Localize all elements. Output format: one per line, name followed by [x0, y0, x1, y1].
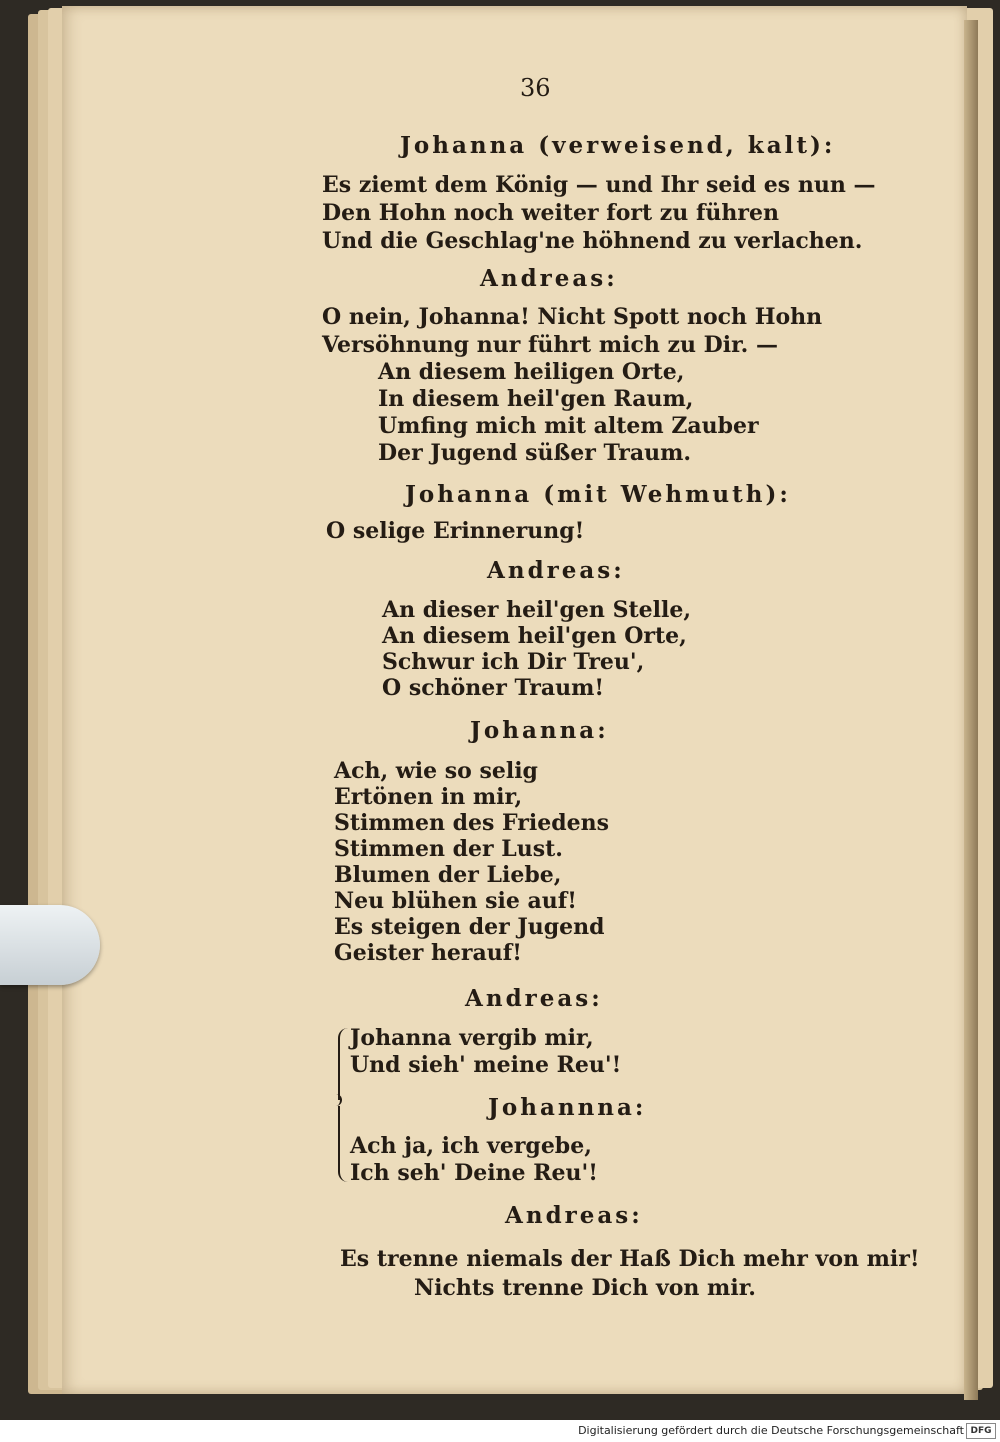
verse-line: Der Jugend süßer Traum.	[378, 440, 692, 466]
page-clip	[0, 905, 100, 985]
verse-line: Es steigen der Jugend	[334, 914, 605, 940]
speaker-heading: Johanna (mit Wehmuth):	[405, 481, 791, 508]
verse-line: Stimmen des Friedens	[334, 810, 609, 836]
verse-line: Ertönen in mir,	[334, 784, 523, 810]
page-right-edge	[964, 20, 978, 1400]
verse-line: Und sieh' meine Reu'!	[350, 1052, 622, 1078]
verse-line: O selige Erinnerung!	[326, 518, 585, 544]
verse-line: Und die Geschlag'ne höhnend zu verlachen.	[322, 228, 863, 254]
verse-line: Stimmen der Lust.	[334, 836, 563, 862]
verse-line: Blumen der Liebe,	[334, 862, 562, 888]
verse-line: An diesem heiligen Orte,	[378, 359, 685, 385]
speaker-heading: Johanna:	[470, 717, 609, 744]
speaker-heading: Johanna (verweisend, kalt):	[400, 132, 836, 159]
verse-line: Ich seh' Deine Reu'!	[350, 1160, 598, 1186]
verse-line: Es trenne niemals der Haß Dich mehr von mir!	[340, 1246, 920, 1272]
speaker-heading: Andreas:	[505, 1202, 643, 1229]
dfg-logo: DFG	[966, 1423, 996, 1439]
verse-line: Den Hohn noch weiter fort zu führen	[322, 200, 779, 226]
verse-line: Johanna vergib mir,	[350, 1025, 594, 1051]
verse-line: O nein, Johanna! Nicht Spott noch Hohn	[322, 304, 823, 330]
verse-line: Neu blühen sie auf!	[334, 888, 577, 914]
verse-line: In diesem heil'gen Raum,	[378, 386, 694, 412]
verse-line: Es ziemt dem König — und Ihr seid es nun —	[322, 172, 876, 198]
digitization-credit: Digitalisierung gefördert durch die Deutsche Forschungsgemeinschaft	[578, 1424, 964, 1437]
verse-line: Schwur ich Dir Treu',	[382, 649, 645, 675]
verse-line: Geister herauf!	[334, 940, 522, 966]
verse-line: O schöner Traum!	[382, 675, 605, 701]
verse-line: Ach, wie so selig	[334, 758, 538, 784]
verse-line: Umfing mich mit altem Zauber	[378, 413, 759, 439]
speaker-heading: Johannna:	[488, 1094, 647, 1121]
verse-line: An dieser heil'gen Stelle,	[382, 597, 691, 623]
speaker-heading: Andreas:	[487, 557, 625, 584]
speaker-heading: Andreas:	[480, 265, 618, 292]
page-number: 36	[520, 74, 551, 102]
speaker-heading: Andreas:	[465, 985, 603, 1012]
verse-line: Versöhnung nur führt mich zu Dir. —	[322, 332, 778, 358]
verse-line: An diesem heil'gen Orte,	[382, 623, 687, 649]
verse-line: Nichts trenne Dich von mir.	[414, 1275, 756, 1301]
verse-line: Ach ja, ich vergebe,	[350, 1133, 592, 1159]
